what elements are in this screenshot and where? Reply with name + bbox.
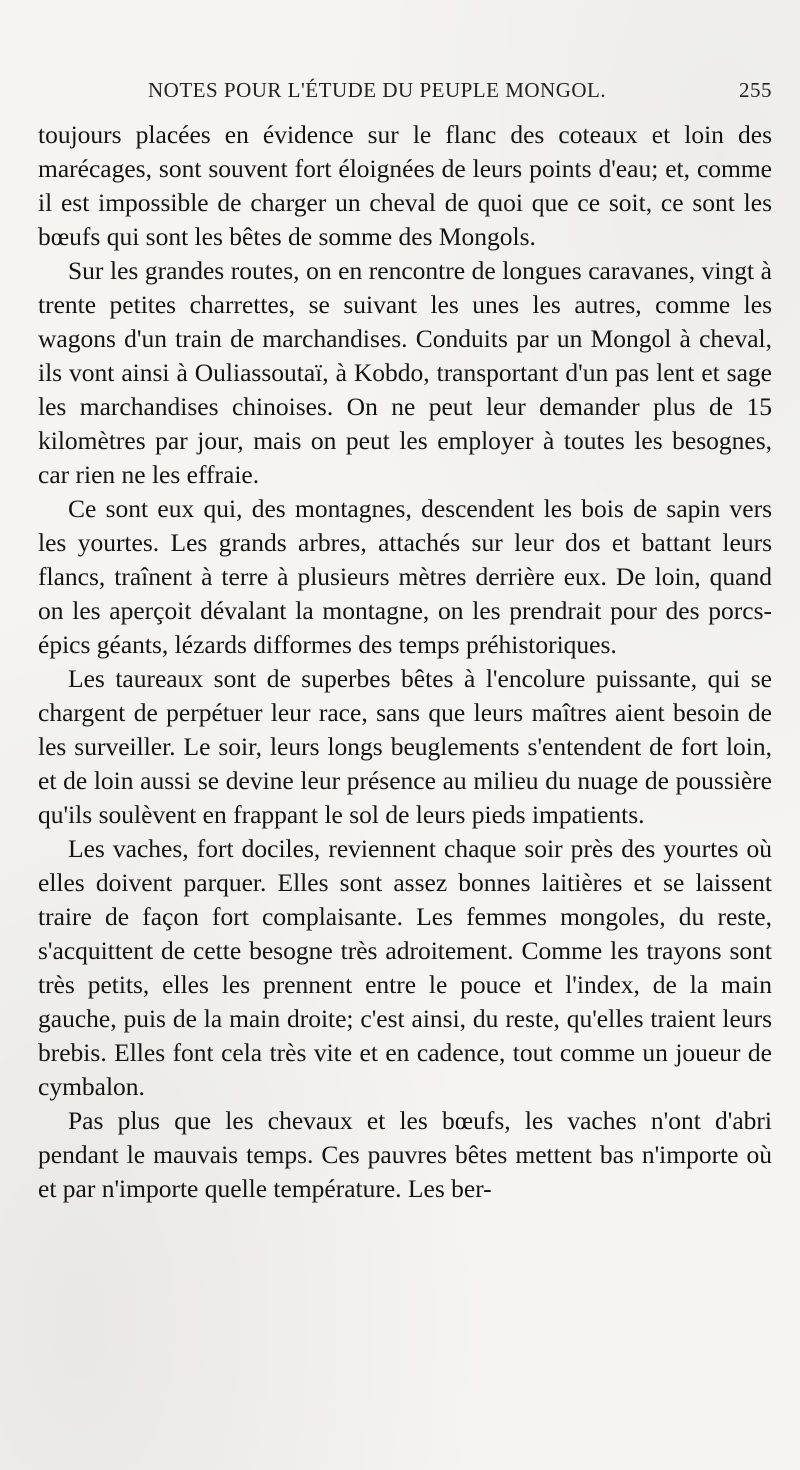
paragraph: Pas plus que les chevaux et les bœufs, les vaches n'ont d'abri pendant le mauvais temps. Ces pauvres bêtes mettent bas n'importe où et par n'importe quelle température. Les ber- [38,1106,772,1203]
page-header [148,78,772,112]
paragraph: toujours placées en évidence sur le flanc des coteaux et loin des marécages, sont souvent fort éloignées de leurs points d'eau; et, comme il est impossible de charger un cheval de quoi que ce soit, ce sont les bœufs qui sont les bêtes de somme des Mongols. [38,120,772,251]
paragraph: Les vaches, fort dociles, reviennent chaque soir près des yourtes où elles doivent parquer. Elles sont assez bonnes laitières et se laissent traire de façon fort complaisante. Les femmes mongoles, du reste, s'acquittent de cette besogne très adroitement. Comme les trayons sont très petits, elles les prennent entre le pouce et l'index, de la main gauche, puis de la main droite; c'est ainsi, du reste, qu'elles traient leurs brebis. Elles font cela très vite et en cadence, tout comme un joueur de cymbalon. [38,834,772,1101]
paragraph: Sur les grandes routes, on en rencontre de longues caravanes, vingt à trente petites charrettes, se suivant les unes les autres, comme les wagons d'un train de marchandises. Conduits par un Mongol à cheval, ils vont ainsi à Ouliassoutaï, à Kobdo, transportant d'un pas lent et sage les marchandises chinoises. On ne peut leur demander plus de 15 kilomètres par jour, mais on peut les employer à toutes les besognes, car rien ne les effraie. [38,256,772,489]
body-text [38,118,772,1206]
paragraph: Ce sont eux qui, des montagnes, descendent les bois de sapin vers les yourtes. Les grands arbres, attachés sur leur dos et battant leurs flancs, traînent à terre à plusieurs mètres derrière eux. De loin, quand on les aperçoit dévalant la montagne, on les prendrait pour des porcs-épics géants, lézards difformes des temps préhistoriques. [38,494,772,659]
page-number: 255 [739,78,772,102]
paragraph: Les taureaux sont de superbes bêtes à l'encolure puissante, qui se chargent de perpétuer leur race, sans que leurs maîtres aient besoin de les surveiller. Le soir, leurs longs beuglements s'entendent de fort loin, et de loin aussi se devine leur présence au milieu du nuage de poussière qu'ils soulèvent en frappant le sol de leurs pieds impatients. [38,664,772,829]
running-head: NOTES POUR L'ÉTUDE DU PEUPLE MONGOL. [148,78,607,102]
